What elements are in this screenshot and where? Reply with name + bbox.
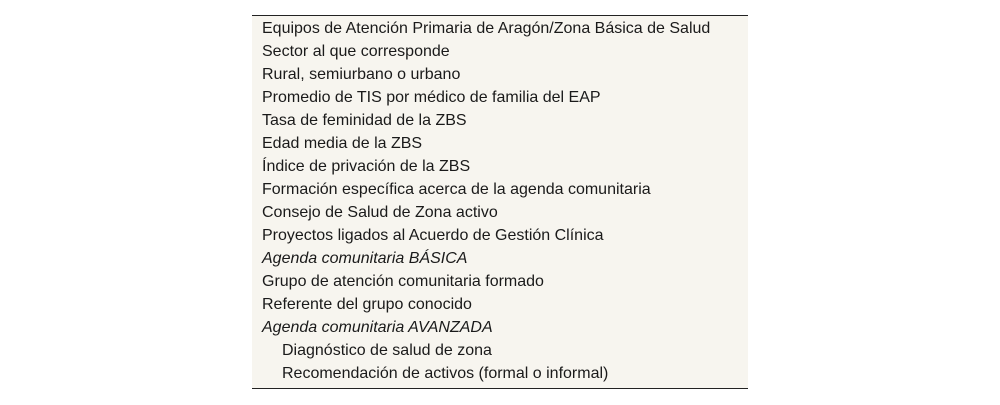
table-row: Equipos de Atención Primaria de Aragón/Zona Básica de Salud [262,20,711,37]
table-row: Consejo de Salud de Zona activo [262,204,498,221]
table-row: Edad media de la ZBS [262,135,423,152]
section-heading-avanzada: Agenda comunitaria AVANZADA [262,319,493,336]
table-row: Grupo de atención comunitaria formado [262,273,544,290]
table-row: Tasa de feminidad de la ZBS [262,112,467,129]
section-heading-basica: Agenda comunitaria BÁSICA [262,250,468,267]
variables-list [262,16,710,385]
table-row: Referente del grupo conocido [262,296,472,313]
table-row: Sector al que corresponde [262,43,450,60]
table-row: Índice de privación de la ZBS [262,158,471,175]
table-row-indented: Diagnóstico de salud de zona [282,342,492,359]
table-row: Promedio de TIS por médico de familia del EAP [262,89,601,106]
variables-table [252,15,748,389]
table-row: Proyectos ligados al Acuerdo de Gestión Clínica [262,227,604,244]
table-row: Formación específica acerca de la agenda comunitaria [262,181,651,198]
table-row: Rural, semiurbano o urbano [262,66,461,83]
table-row-indented: Recomendación de activos (formal o informal) [282,365,609,382]
